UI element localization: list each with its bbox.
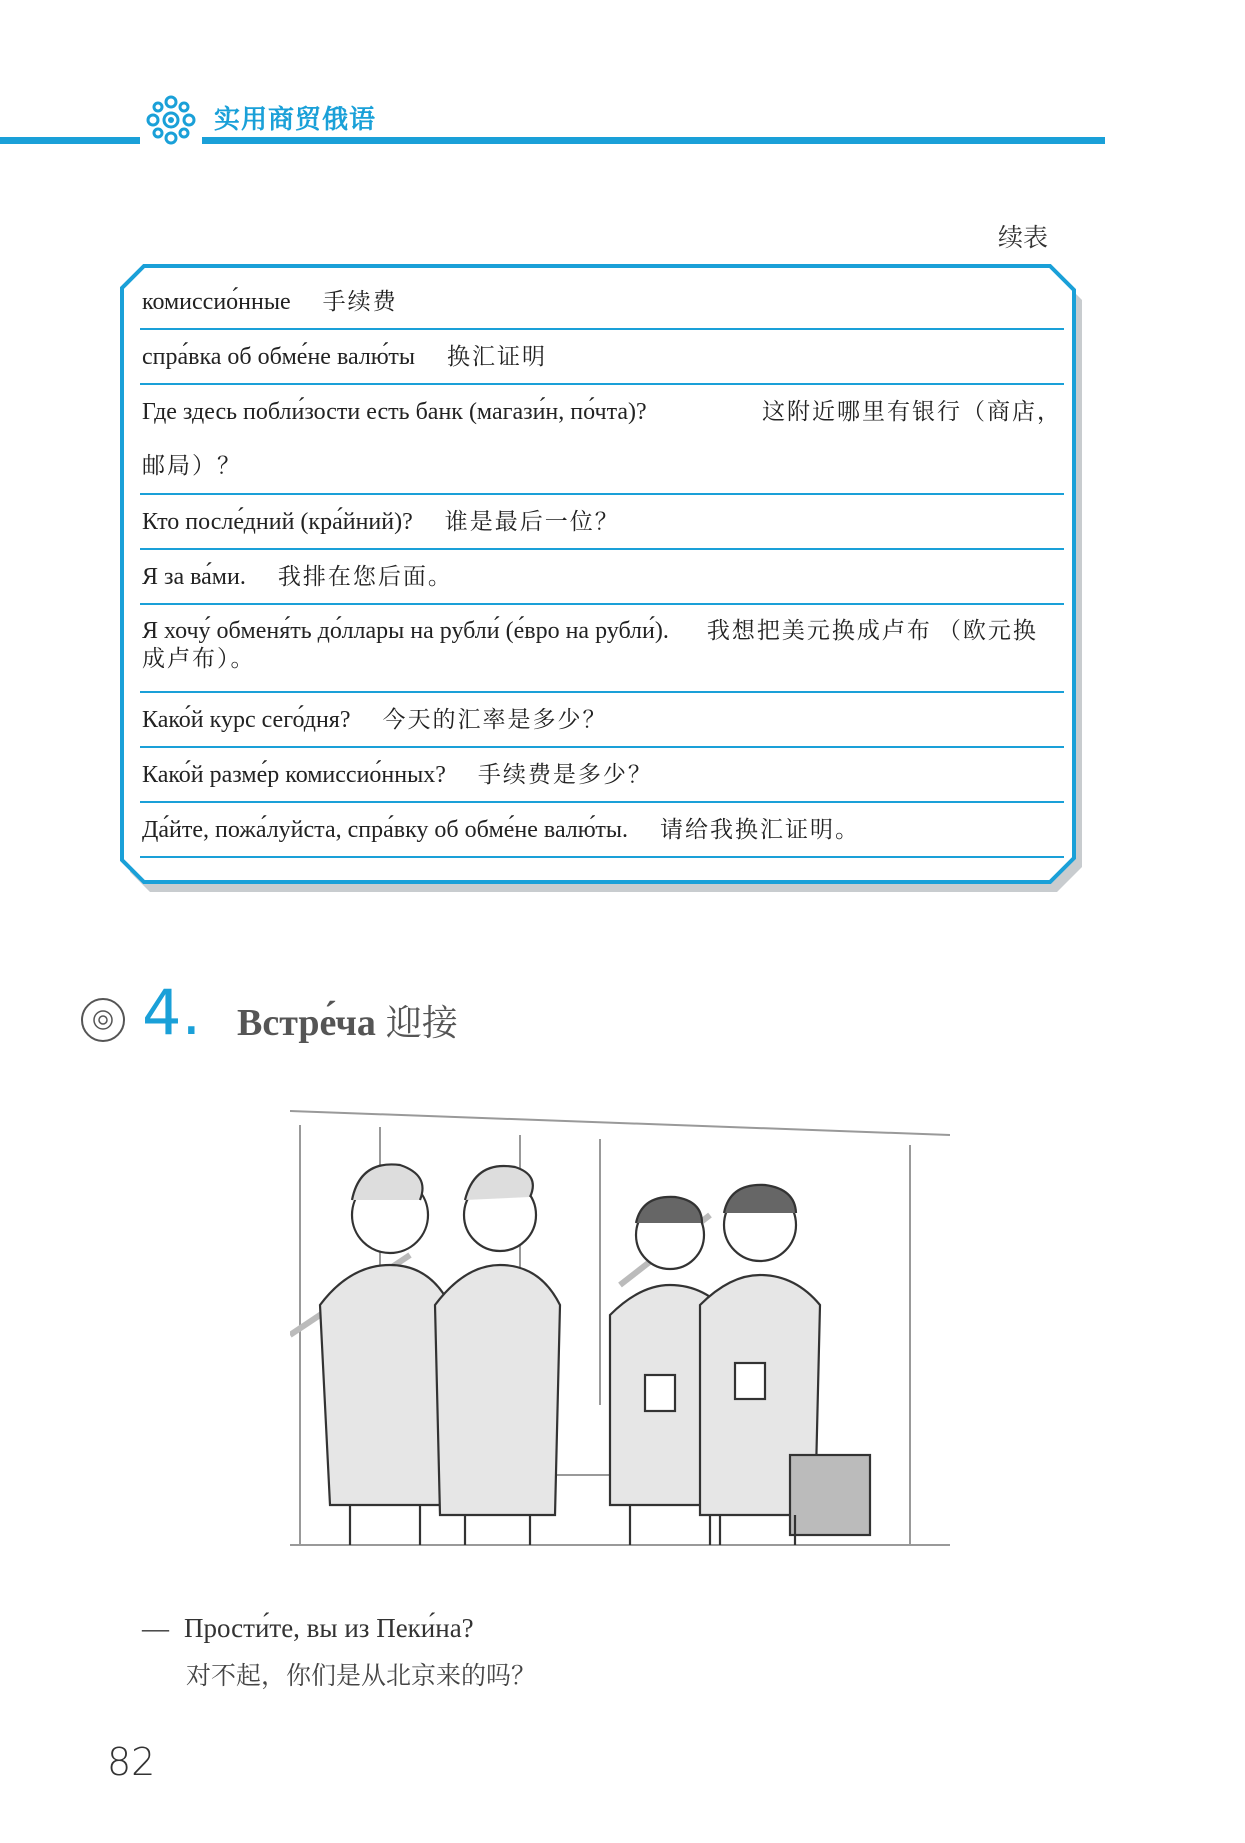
phrase-ru: комиссио́нные	[142, 288, 291, 315]
phrase-row	[140, 550, 1064, 605]
section-title	[237, 995, 458, 1046]
dialog-line-zh: 对不起，你们是从北京来的吗？	[186, 1661, 537, 1690]
section-number: 4.	[142, 976, 202, 1049]
phrase-zh: 手续费是多少？	[477, 761, 653, 788]
section-title-zh: 迎接	[385, 1003, 458, 1044]
phrase-zh: 谁是最后一位？	[444, 508, 620, 535]
phrase-zh: 我排在您后面。	[277, 563, 453, 590]
phrase-zh-continued: （欧元换成卢布）。	[142, 618, 1038, 672]
phrase-ru: Како́й разме́р комиссио́нных?	[142, 761, 446, 788]
page-number: 82	[107, 1740, 156, 1784]
phrase-row	[140, 748, 1064, 803]
phrase-ru: Где здесь побли́зости есть банк (магази́н, по́чта)?	[142, 399, 647, 425]
continued-label: 续表	[998, 223, 1049, 252]
phrase-row	[140, 385, 1064, 495]
phrase-row	[140, 605, 1064, 693]
phrase-zh: 今天的汇率是多少？	[382, 706, 608, 733]
dialog-dash: —	[142, 1613, 169, 1643]
phrase-zh: 手续费	[322, 288, 398, 315]
phrase-row	[140, 330, 1064, 385]
phrase-zh: 换汇证明	[447, 343, 548, 370]
phrase-ru: Да́йте, пожа́луйста, спра́вку об обме́не валю́ты.	[142, 816, 629, 843]
phrase-ru: спра́вка об обме́не валю́ты	[142, 343, 416, 370]
phrase-ru: Кто после́дний (кра́йний)?	[142, 508, 413, 535]
phrase-row	[140, 275, 1064, 330]
phrase-zh: 我想把美元换成卢布	[706, 618, 932, 644]
phrase-row	[140, 803, 1064, 858]
meeting-illustration	[290, 1105, 950, 1565]
book-title: 实用商贸俄语	[214, 105, 377, 135]
phrase-table	[140, 275, 1064, 858]
phrase-ru: Я за ва́ми.	[142, 563, 246, 590]
section-title-ru: Встре́ча	[237, 1002, 376, 1044]
snowflake-ornament-icon	[140, 92, 202, 148]
phrase-zh: 这附近哪里有银行（商店，	[762, 399, 1062, 425]
phrase-ru: Я хочу́ обменя́ть до́ллары на рубли́ (е́вро на рубли́).	[142, 618, 669, 644]
phrase-zh-continued: 邮局）？	[142, 453, 242, 479]
phrase-zh: 请给我换汇证明。	[660, 816, 861, 843]
audio-disc-icon[interactable]	[80, 997, 126, 1043]
dialog-line-ru: Прости́те, вы из Пеки́на?	[184, 1613, 474, 1643]
phrase-ru: Како́й курс сего́дня?	[142, 706, 351, 733]
phrase-row	[140, 495, 1064, 550]
phrase-row	[140, 693, 1064, 748]
